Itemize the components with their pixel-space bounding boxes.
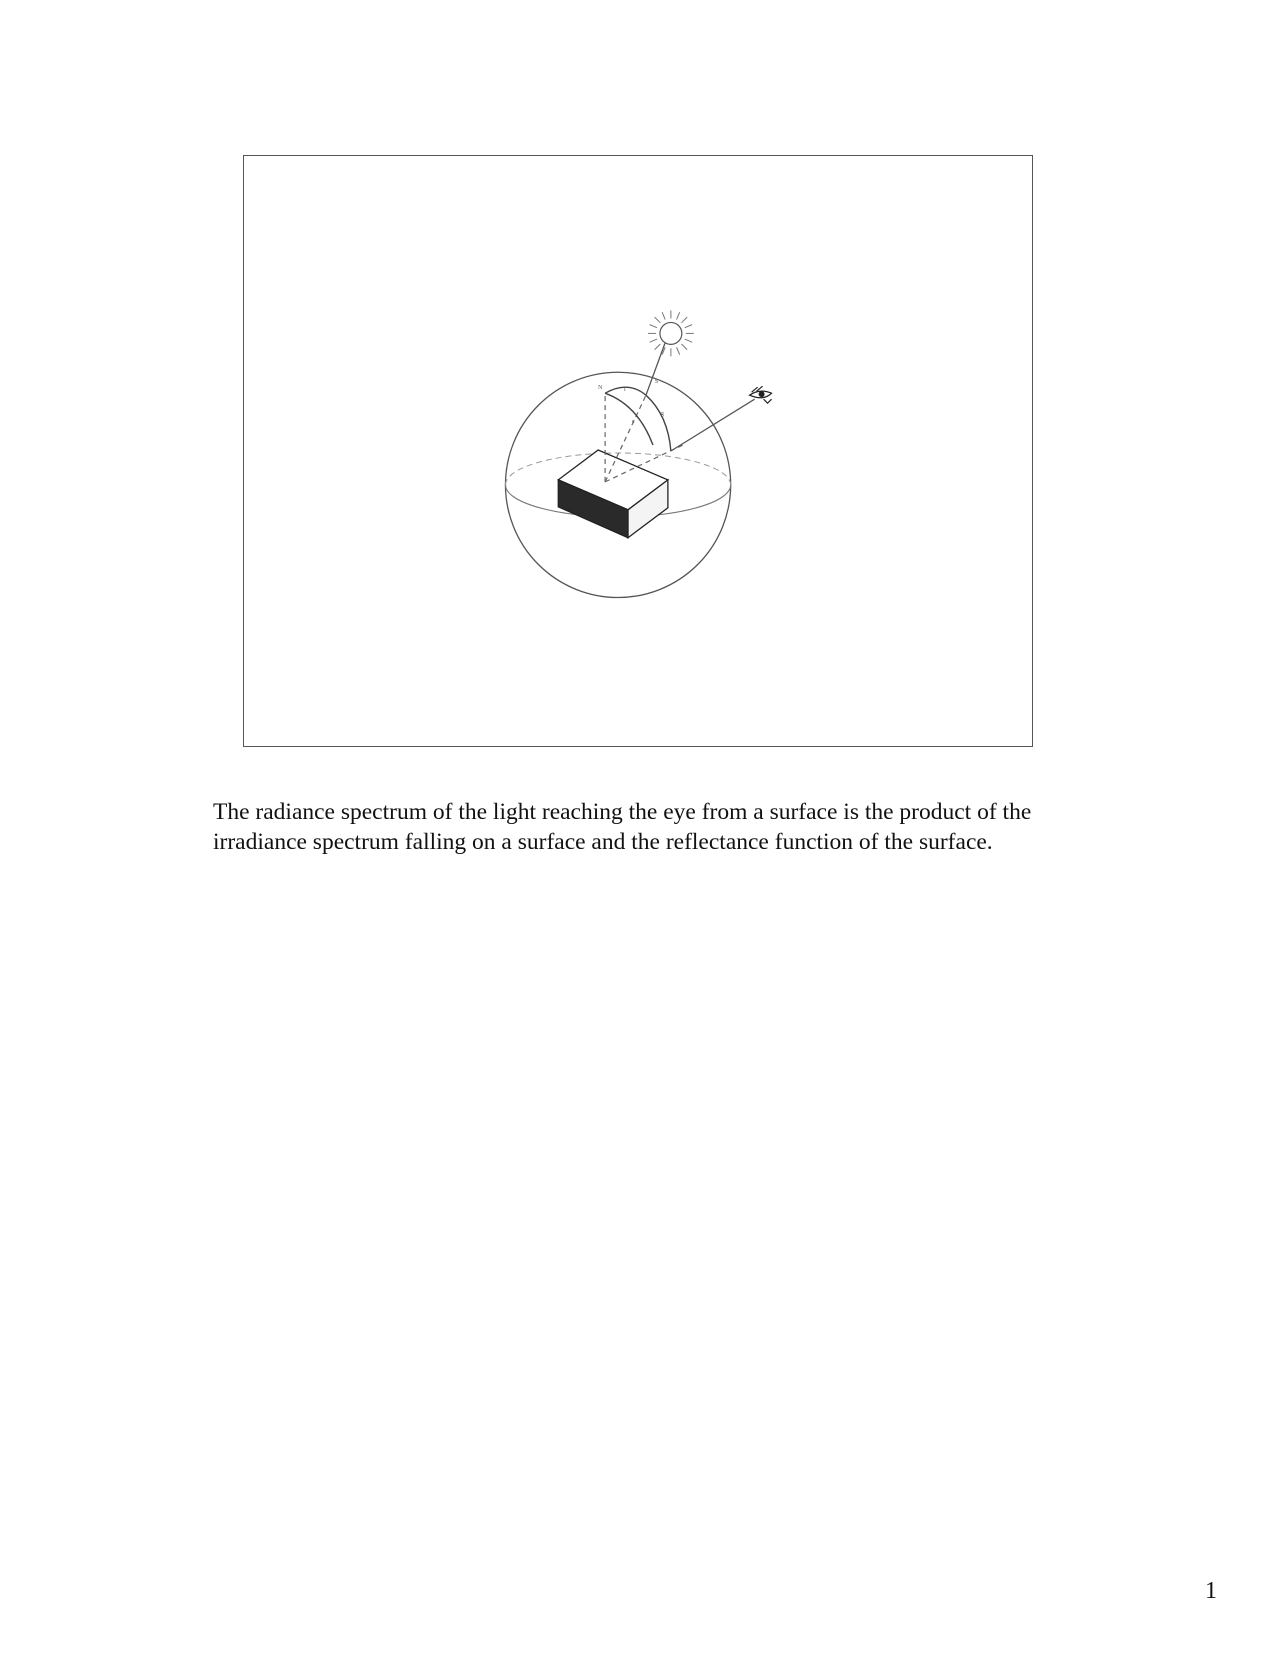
slide-frame: [243, 155, 1033, 747]
label-theta-e: e: [632, 419, 635, 426]
eye-ray: [671, 399, 755, 451]
arc-e: [605, 393, 653, 445]
label-phase: g: [660, 411, 664, 418]
arc-g: [646, 395, 671, 451]
label-source: S: [654, 379, 659, 386]
reflectance-geometry-diagram: [244, 156, 1032, 746]
surface-block-icon: [558, 450, 668, 538]
sun-ray: [646, 343, 665, 395]
label-normal: N: [598, 385, 603, 392]
sun-icon: [648, 310, 694, 356]
label-theta-i: i: [624, 387, 626, 394]
caption-text: The radiance spectrum of the light reaching the eye from a surface is the product of the irradiance spectrum falling on a surface and the reflectance function of the surface.: [213, 799, 1032, 855]
page-number: 1: [1205, 1578, 1217, 1604]
